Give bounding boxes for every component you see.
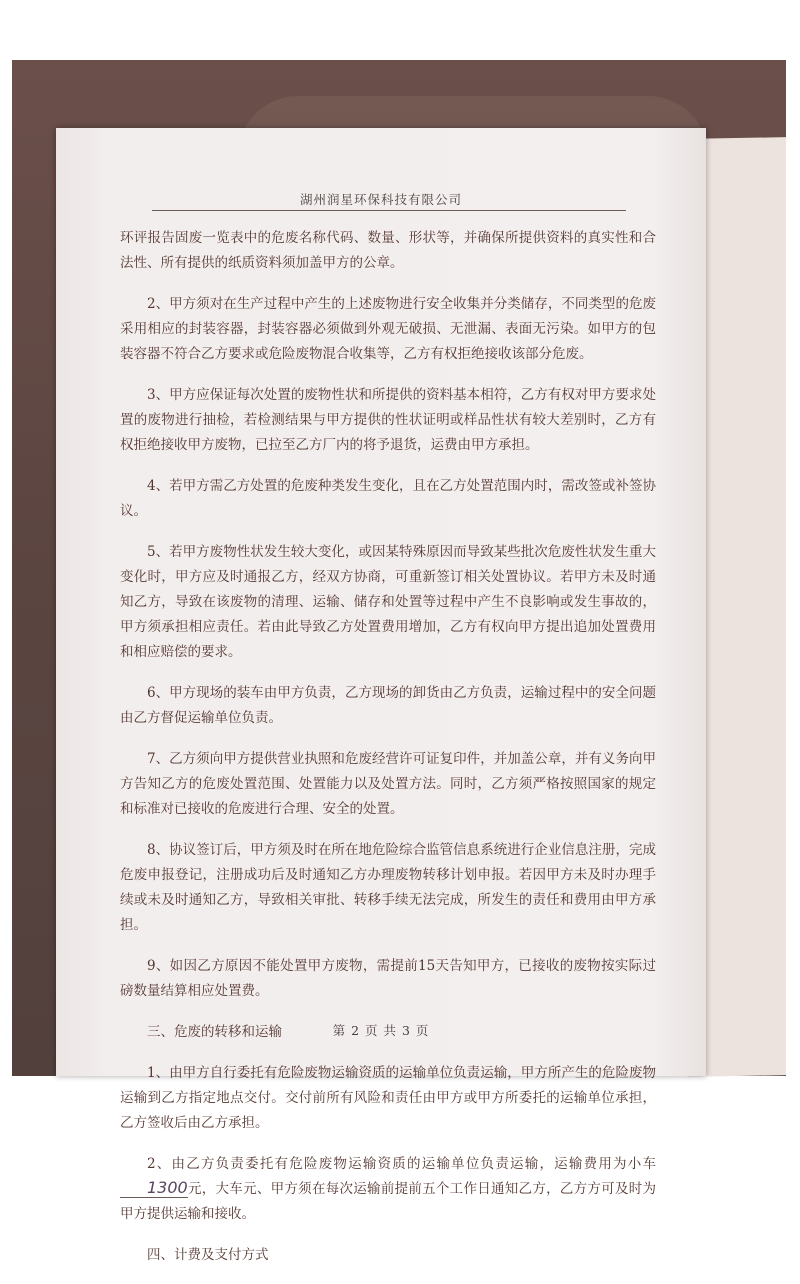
section-4-heading: 四、计费及支付方式 xyxy=(147,1247,269,1263)
clause-7: 7、乙方须向甲方提供营业执照和危废经营许可证复印件，并加盖公章，并有义务向甲方告知乙方的危废处置范围、处置能力以及处置方法。同时，乙方须严格按照国家的规定和标准对已接收的危废进行合理、安全的处置。 xyxy=(120,751,656,817)
transport-clause-2-text-b: 元，大车元、甲方须在每次运输前提前五个工作日通知乙方，乙方方可及时为甲方提供运输和接收。 xyxy=(120,1181,656,1222)
clause-8: 8、协议签订后，甲方须及时在所在地危险综合监管信息系统进行企业信息注册，完成危废申报登记，注册成功后及时通知乙方办理废物转移计划申报。若因甲方未及时办理手续或未及时通知乙方，导致相关审批、转移手续无法完成，所发生的责任和费用由甲方承担。 xyxy=(120,842,656,933)
transport-clause-1: 1、由甲方自行委托有危险废物运输资质的运输单位负责运输，甲方所产生的危险废物运输到乙方指定地点交付。交付前所有风险和责任由甲方或甲方所委托的运输单位承担，乙方签收后由乙方承担。 xyxy=(120,1065,656,1131)
section-3-heading: 三、危废的转移和运输 xyxy=(147,1024,282,1040)
transport-clause-2-text-a: 2、由乙方负责委托有危险废物运输资质的运输单位负责运输，运输费用为小车 xyxy=(147,1156,656,1172)
contract-body xyxy=(120,226,656,1284)
page-number: 第 2 页 共 3 页 xyxy=(332,1023,430,1038)
clause-4: 4、若甲方需乙方处置的危废种类发生变化，且在乙方处置范围内时，需改签或补签协议。 xyxy=(120,478,656,519)
paragraph-continued: 环评报告固废一览表中的危废名称代码、数量、形状等，并确保所提供资料的真实性和合法性、所有提供的纸质资料须加盖甲方的公章。 xyxy=(120,230,656,271)
company-header: 湖州润星环保科技有限公司 xyxy=(299,192,462,207)
clause-3: 3、甲方应保证每次处置的废物性状和所提供的资料基本相符，乙方有权对甲方要求处置的废物进行抽检，若检测结果与甲方提供的性状证明或样品性状有较大差别时，乙方有权拒绝接收甲方废物，已拉至乙方厂内的将予退货，运费由甲方承担。 xyxy=(120,387,656,453)
clause-5: 5、若甲方废物性状发生较大变化，或因某特殊原因而导致某些批次危废性状发生重大变化时，甲方应及时通报乙方，经双方协商，可重新签订相关处置协议。若甲方未及时通知乙方，导致在该废物的清理、运输、储存和处置等过程中产生不良影响或发生事故的，甲方须承担相应责任。若由此导致乙方处置费用增加，乙方有权向甲方提出追加处置费用和相应赔偿的要求。 xyxy=(120,544,656,660)
transport-clause-2 xyxy=(120,1152,656,1227)
clause-6: 6、甲方现场的装车由甲方负责，乙方现场的卸货由乙方负责，运输过程中的安全问题由乙方督促运输单位负责。 xyxy=(120,685,656,726)
clause-9: 9、如因乙方原因不能处置甲方废物，需提前15天告知甲方，已接收的废物按实际过磅数量结算相应处置费。 xyxy=(120,958,656,999)
handwritten-fee: 1300 xyxy=(120,1179,188,1198)
clause-2: 2、甲方须对在生产过程中产生的上述废物进行安全收集并分类储存，不同类型的危废采用相应的封装容器，封装容器必须做到外观无破损、无泄漏、表面无污染。如甲方的包装容器不符合乙方要求或危险废物混合收集等，乙方有权拒绝接收该部分危废。 xyxy=(120,296,656,362)
header-divider xyxy=(152,210,626,211)
document-page xyxy=(56,128,706,1263)
